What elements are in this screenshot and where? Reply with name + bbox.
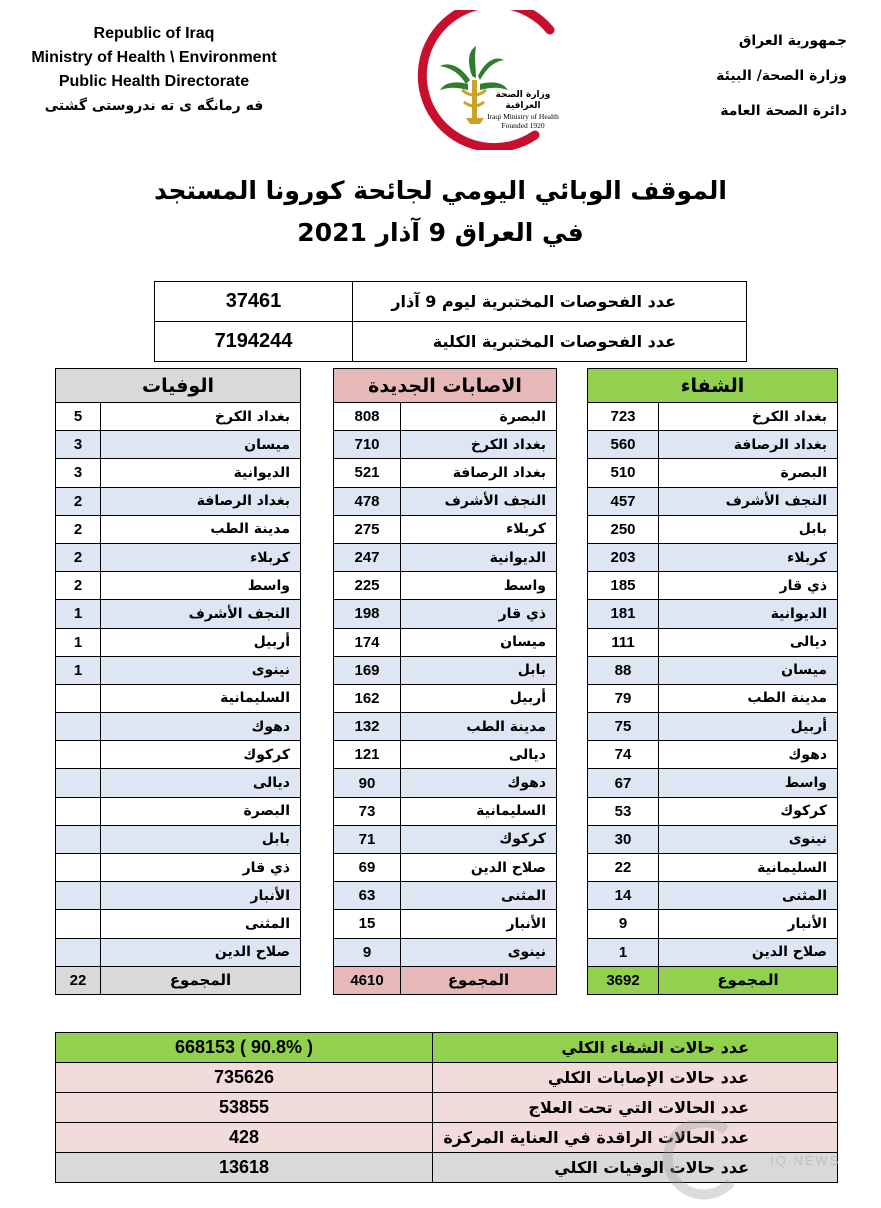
new-cases-table: [333, 368, 557, 995]
cases-governorate: صلاح الدين: [401, 854, 557, 882]
recoveries-value: 1: [588, 938, 659, 966]
table-total-row: [56, 966, 301, 994]
deaths-value: 1: [56, 628, 101, 656]
summary-label: عدد حالات الإصابات الكلي: [433, 1063, 838, 1093]
table-row: [56, 854, 301, 882]
table-row: [56, 628, 301, 656]
recoveries-governorate: واسط: [659, 769, 838, 797]
cases-value: 174: [334, 628, 401, 656]
table-row: [588, 713, 838, 741]
deaths-value: [56, 938, 101, 966]
recoveries-governorate: ذي قار: [659, 572, 838, 600]
deaths-governorate: النجف الأشرف: [101, 600, 301, 628]
table-row: [588, 656, 838, 684]
table-row: [56, 403, 301, 431]
lab-tests-table: [154, 281, 747, 362]
cases-governorate: ميسان: [401, 628, 557, 656]
recoveries-value: 457: [588, 487, 659, 515]
header-en-line-2: Ministry of Health \ Environment: [31, 49, 277, 66]
table-total-row: [334, 966, 557, 994]
table-row: [56, 600, 301, 628]
recoveries-value: 250: [588, 515, 659, 543]
watermark-text: IQ NEWS: [770, 1153, 841, 1168]
summary-value: 735626: [56, 1063, 433, 1093]
table-row: [334, 741, 557, 769]
table-row: [334, 403, 557, 431]
summary-row: [56, 1093, 838, 1123]
cases-governorate: بابل: [401, 656, 557, 684]
cases-governorate: البصرة: [401, 403, 557, 431]
recoveries-governorate: البصرة: [659, 459, 838, 487]
table-row: [588, 910, 838, 938]
recoveries-value: 14: [588, 882, 659, 910]
deaths-value: 5: [56, 403, 101, 431]
summary-row: [56, 1063, 838, 1093]
daily-tests-value: 37461: [155, 282, 353, 322]
cases-value: 521: [334, 459, 401, 487]
cases-value: 247: [334, 543, 401, 571]
recoveries-value: 53: [588, 797, 659, 825]
table-row: [334, 769, 557, 797]
table-row: [334, 572, 557, 600]
table-row: [588, 431, 838, 459]
recoveries-value: 9: [588, 910, 659, 938]
deaths-governorate: بغداد الرصافة: [101, 487, 301, 515]
cases-value: 478: [334, 487, 401, 515]
table-row: [56, 938, 301, 966]
deaths-governorate: ميسان: [101, 431, 301, 459]
deaths-value: 2: [56, 543, 101, 571]
header-en-line-3: Public Health Directorate: [58, 73, 250, 90]
table-row: [588, 684, 838, 712]
cases-governorate: مدينة الطب: [401, 713, 557, 741]
deaths-value: [56, 882, 101, 910]
cases-governorate: بغداد الكرخ: [401, 431, 557, 459]
cases-governorate: السليمانية: [401, 797, 557, 825]
deaths-governorate: بغداد الكرخ: [101, 403, 301, 431]
cases-value: 69: [334, 854, 401, 882]
cases-value: 198: [334, 600, 401, 628]
table-row: [56, 487, 301, 515]
summary-value: 668153 ( 90.8% ): [56, 1033, 433, 1063]
recoveries-governorate: مدينة الطب: [659, 684, 838, 712]
table-row: [588, 487, 838, 515]
cases-value: 169: [334, 656, 401, 684]
table-header-row: [334, 369, 557, 403]
header-english: [18, 22, 290, 118]
cases-governorate: واسط: [401, 572, 557, 600]
cases-governorate: ذي قار: [401, 600, 557, 628]
logo-caption: [478, 90, 568, 130]
recoveries-governorate: صلاح الدين: [659, 938, 838, 966]
recoveries-table: [587, 368, 838, 995]
deaths-governorate: ذي قار: [101, 854, 301, 882]
daily-tests-label: عدد الفحوصات المختبرية ليوم 9 آذار: [353, 282, 747, 322]
recoveries-value: 67: [588, 769, 659, 797]
recoveries-value: 560: [588, 431, 659, 459]
recoveries-governorate: الديوانية: [659, 600, 838, 628]
table-row: [588, 882, 838, 910]
recoveries-governorate: بغداد الرصافة: [659, 431, 838, 459]
cases-value: 275: [334, 515, 401, 543]
deaths-governorate: كربلاء: [101, 543, 301, 571]
header-en-line-1: Republic of Iraq: [93, 25, 215, 42]
recoveries-value: 111: [588, 628, 659, 656]
table-row: [334, 543, 557, 571]
table-row: [155, 282, 747, 322]
table-row: [334, 656, 557, 684]
deaths-governorate: بابل: [101, 825, 301, 853]
cases-governorate: الديوانية: [401, 543, 557, 571]
cases-governorate: أربيل: [401, 684, 557, 712]
table-total-row: [588, 966, 838, 994]
deaths-value: 2: [56, 487, 101, 515]
table-row: [588, 572, 838, 600]
cases-governorate: بغداد الرصافة: [401, 459, 557, 487]
deaths-governorate: ديالى: [101, 769, 301, 797]
deaths-value: [56, 769, 101, 797]
cases-governorate: المثنى: [401, 882, 557, 910]
deaths-value: 2: [56, 572, 101, 600]
table-row: [334, 882, 557, 910]
table-row: [334, 459, 557, 487]
deaths-total-label: المجموع: [101, 966, 301, 994]
table-row: [588, 515, 838, 543]
header-arabic: [647, 24, 847, 129]
cases-value: 71: [334, 825, 401, 853]
table-row: [56, 797, 301, 825]
deaths-governorate: كركوك: [101, 741, 301, 769]
recoveries-governorate: كربلاء: [659, 543, 838, 571]
recoveries-governorate: بغداد الكرخ: [659, 403, 838, 431]
recoveries-header: الشفاء: [588, 369, 838, 403]
deaths-value: 2: [56, 515, 101, 543]
recoveries-value: 723: [588, 403, 659, 431]
recoveries-total-label: المجموع: [659, 966, 838, 994]
deaths-governorate: المثنى: [101, 910, 301, 938]
deaths-value: [56, 825, 101, 853]
cases-value: 73: [334, 797, 401, 825]
header-ar-line-3: دائرة الصحة العامة: [720, 103, 847, 119]
deaths-governorate: البصرة: [101, 797, 301, 825]
table-row: [588, 628, 838, 656]
header-ar-line-1: جمهورية العراق: [738, 33, 847, 49]
table-row: [588, 543, 838, 571]
table-row: [56, 459, 301, 487]
table-row: [334, 713, 557, 741]
cases-total-value: 4610: [334, 966, 401, 994]
recoveries-governorate: كركوك: [659, 797, 838, 825]
table-row: [588, 854, 838, 882]
table-row: [56, 825, 301, 853]
deaths-governorate: دهوك: [101, 713, 301, 741]
table-row: [334, 797, 557, 825]
cases-governorate: كركوك: [401, 825, 557, 853]
deaths-value: 1: [56, 600, 101, 628]
table-row: [588, 938, 838, 966]
header-ar-line-2: وزارة الصحة/ البيئة: [716, 68, 847, 84]
table-row: [56, 882, 301, 910]
table-row: [56, 543, 301, 571]
table-row: [588, 825, 838, 853]
table-row: [334, 825, 557, 853]
table-row: [334, 515, 557, 543]
deaths-governorate: واسط: [101, 572, 301, 600]
summary-value: 53855: [56, 1093, 433, 1123]
table-row: [588, 600, 838, 628]
deaths-value: [56, 797, 101, 825]
recoveries-value: 30: [588, 825, 659, 853]
recoveries-governorate: بابل: [659, 515, 838, 543]
recoveries-value: 185: [588, 572, 659, 600]
table-row: [334, 684, 557, 712]
logo-caption-en: Iraqi Ministry of Health: [487, 112, 559, 121]
table-row: [56, 769, 301, 797]
recoveries-governorate: المثنى: [659, 882, 838, 910]
total-tests-value: 7194244: [155, 322, 353, 362]
table-row: [334, 628, 557, 656]
table-row: [56, 431, 301, 459]
cases-governorate: ديالى: [401, 741, 557, 769]
report-date: في العراق 9 آذار 2021: [297, 218, 584, 247]
deaths-governorate: صلاح الدين: [101, 938, 301, 966]
table-row: [334, 487, 557, 515]
recoveries-governorate: دهوك: [659, 741, 838, 769]
cases-value: 710: [334, 431, 401, 459]
recoveries-governorate: الأنبار: [659, 910, 838, 938]
recoveries-value: 75: [588, 713, 659, 741]
cases-value: 90: [334, 769, 401, 797]
table-row: [334, 431, 557, 459]
table-row: [56, 684, 301, 712]
table-row: [56, 515, 301, 543]
table-row: [56, 741, 301, 769]
header-kurdish-line: فه رمانگه ی ته ندروستی گشتی: [44, 98, 264, 114]
recoveries-governorate: ميسان: [659, 656, 838, 684]
recoveries-value: 510: [588, 459, 659, 487]
recoveries-value: 74: [588, 741, 659, 769]
logo-caption-founded: Founded 1920: [501, 121, 545, 130]
deaths-value: 1: [56, 656, 101, 684]
recoveries-governorate: السليمانية: [659, 854, 838, 882]
recoveries-governorate: ديالى: [659, 628, 838, 656]
new-cases-header: الاصابات الجديدة: [334, 369, 557, 403]
table-row: [588, 741, 838, 769]
recoveries-value: 203: [588, 543, 659, 571]
table-row: [334, 938, 557, 966]
deaths-total-value: 22: [56, 966, 101, 994]
logo-caption-ar: وزارة الصحة العراقية: [495, 90, 551, 111]
table-row: [56, 572, 301, 600]
table-row: [56, 656, 301, 684]
total-tests-label: عدد الفحوصات المختبرية الكلية: [353, 322, 747, 362]
deaths-governorate: الأنبار: [101, 882, 301, 910]
summary-value: 428: [56, 1123, 433, 1153]
cases-value: 63: [334, 882, 401, 910]
report-title: الموقف الوبائي اليومي لجائحة كورونا المستجد: [154, 176, 727, 205]
recoveries-value: 181: [588, 600, 659, 628]
deaths-governorate: مدينة الطب: [101, 515, 301, 543]
cases-value: 9: [334, 938, 401, 966]
deaths-table: [55, 368, 301, 995]
table-row: [588, 459, 838, 487]
table-row: [334, 910, 557, 938]
summary-label: عدد الحالات التي تحت العلاج: [433, 1093, 838, 1123]
recoveries-value: 22: [588, 854, 659, 882]
deaths-header: الوفيات: [56, 369, 301, 403]
cases-value: 225: [334, 572, 401, 600]
recoveries-total-value: 3692: [588, 966, 659, 994]
deaths-value: [56, 910, 101, 938]
cases-governorate: نينوى: [401, 938, 557, 966]
cases-governorate: النجف الأشرف: [401, 487, 557, 515]
table-row: [56, 713, 301, 741]
table-row: [334, 600, 557, 628]
table-row: [155, 322, 747, 362]
deaths-value: [56, 713, 101, 741]
table-row: [588, 769, 838, 797]
cases-value: 15: [334, 910, 401, 938]
recoveries-value: 79: [588, 684, 659, 712]
cases-value: 162: [334, 684, 401, 712]
cases-governorate: الأنبار: [401, 910, 557, 938]
cases-governorate: كربلاء: [401, 515, 557, 543]
deaths-value: [56, 854, 101, 882]
table-header-row: [56, 369, 301, 403]
recoveries-governorate: نينوى: [659, 825, 838, 853]
table-row: [588, 797, 838, 825]
recoveries-governorate: النجف الأشرف: [659, 487, 838, 515]
deaths-governorate: نينوى: [101, 656, 301, 684]
cases-total-label: المجموع: [401, 966, 557, 994]
table-row: [588, 403, 838, 431]
deaths-value: [56, 684, 101, 712]
summary-label: عدد الحالات الراقدة في العناية المركزة: [433, 1123, 838, 1153]
deaths-value: [56, 741, 101, 769]
deaths-governorate: السليمانية: [101, 684, 301, 712]
deaths-governorate: أربيل: [101, 628, 301, 656]
table-row: [56, 910, 301, 938]
recoveries-governorate: أربيل: [659, 713, 838, 741]
cases-value: 132: [334, 713, 401, 741]
summary-value: 13618: [56, 1153, 433, 1183]
deaths-governorate: الديوانية: [101, 459, 301, 487]
cases-value: 808: [334, 403, 401, 431]
table-row: [334, 854, 557, 882]
cases-governorate: دهوك: [401, 769, 557, 797]
table-header-row: [588, 369, 838, 403]
summary-label: عدد حالات الوفيات الكلي: [433, 1153, 838, 1183]
summary-label: عدد حالات الشفاء الكلي: [433, 1033, 838, 1063]
summary-row: [56, 1033, 838, 1063]
deaths-value: 3: [56, 459, 101, 487]
watermark-icon: [656, 1120, 746, 1200]
recoveries-value: 88: [588, 656, 659, 684]
deaths-value: 3: [56, 431, 101, 459]
cases-value: 121: [334, 741, 401, 769]
